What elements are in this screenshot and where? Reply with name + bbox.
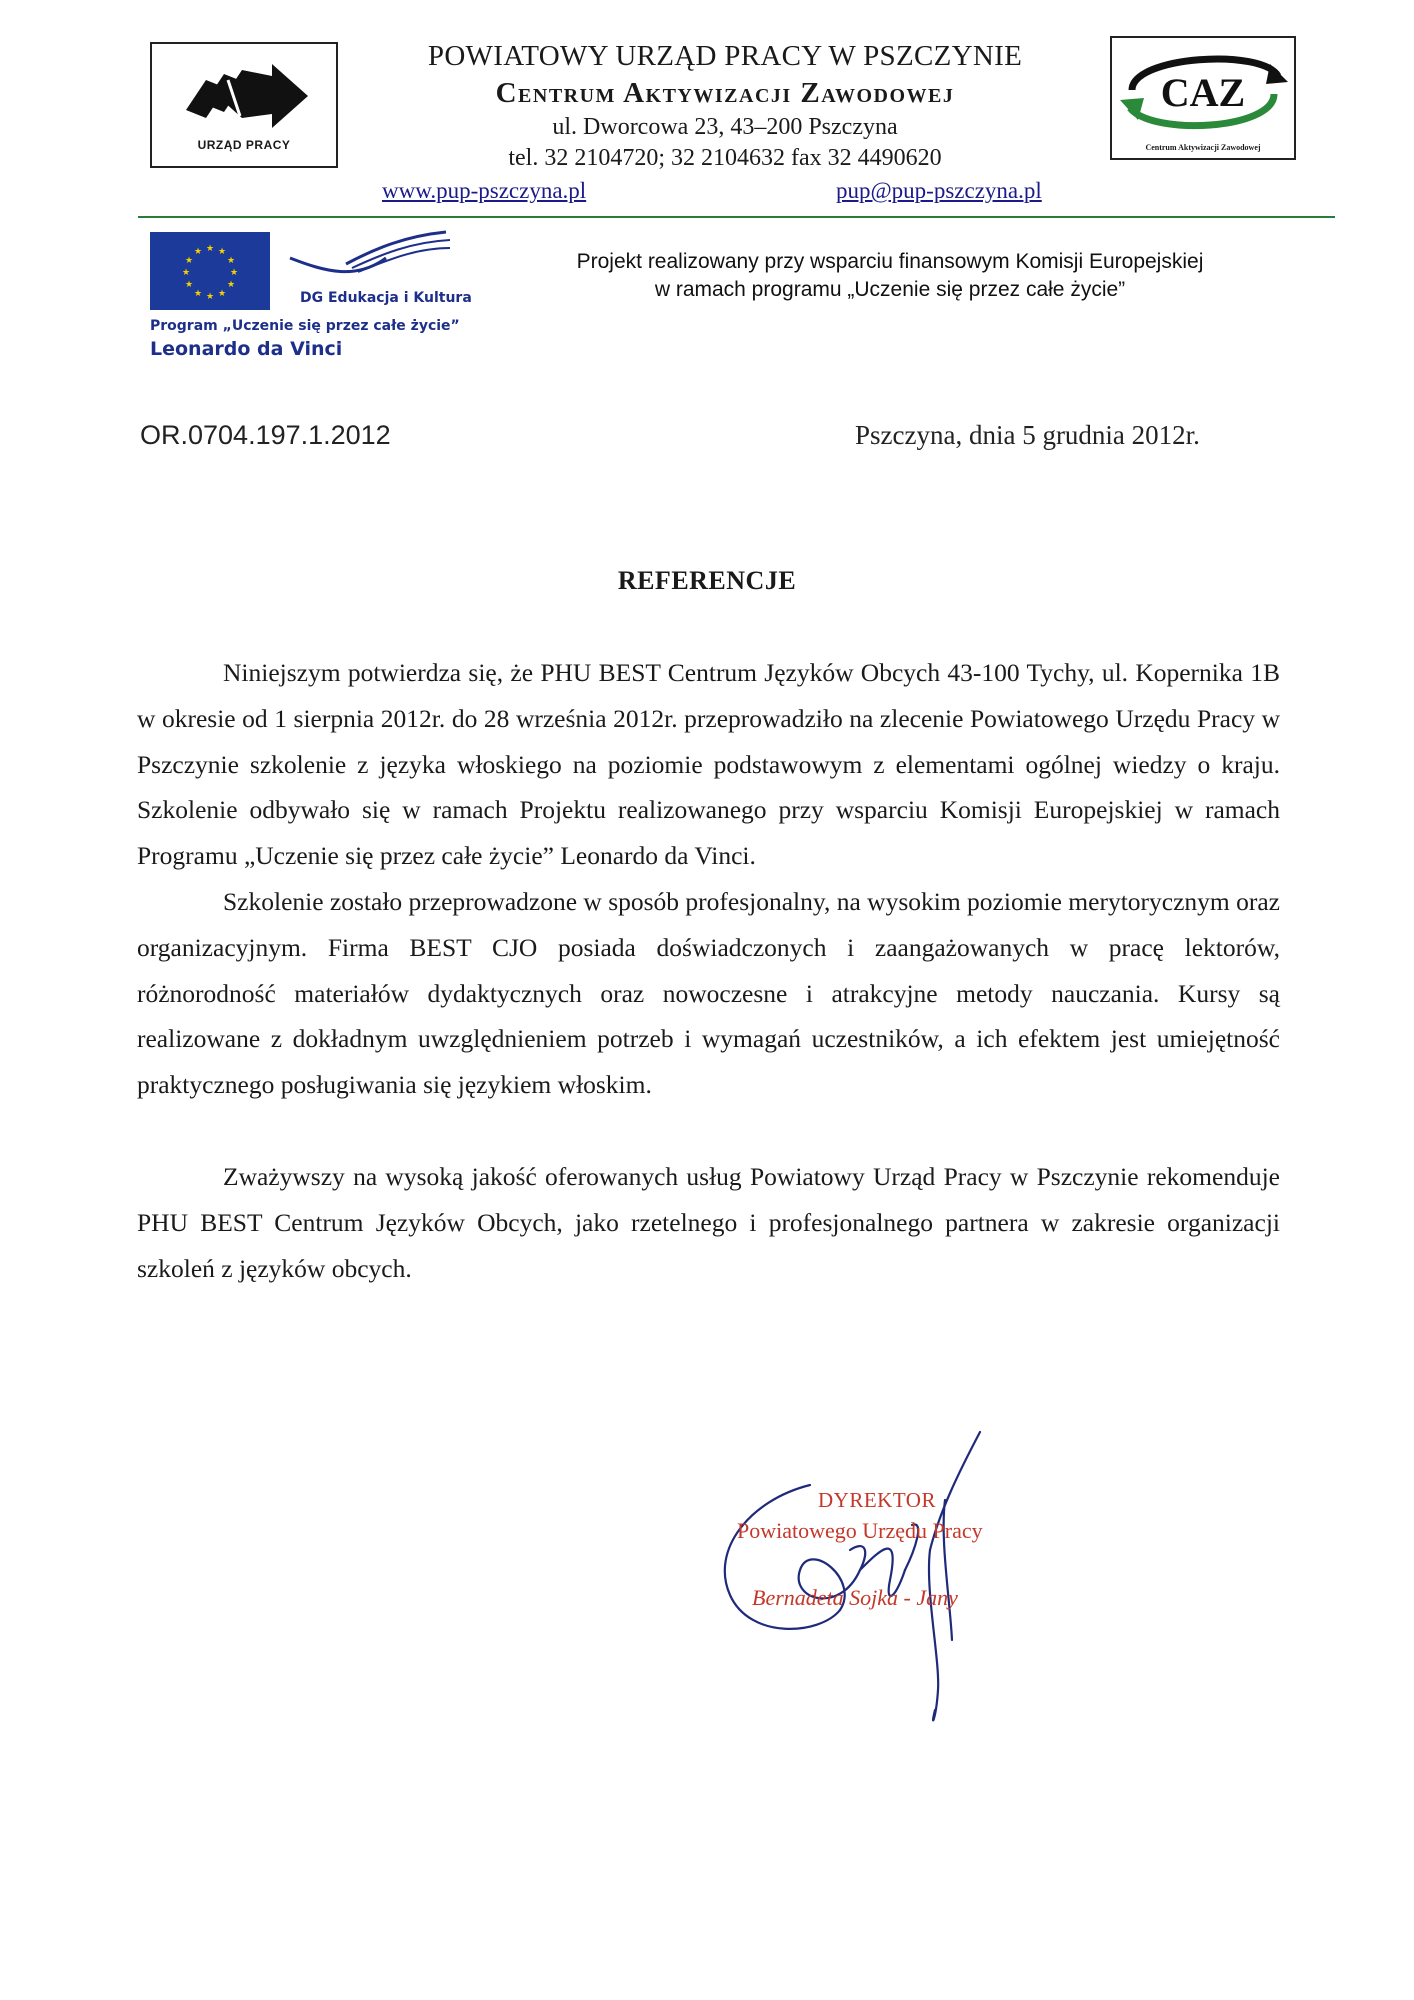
letter-body xyxy=(137,650,1280,1291)
svg-text:★: ★ xyxy=(217,247,227,257)
svg-text:★: ★ xyxy=(205,292,215,302)
paragraph-2: Szkolenie zostało przeprowadzone w sposób profesjonalny, na wysokim poziomie merytorycznym oraz organizacyjnym. Firma BEST CJO posiada doświadczonych i zaangażowanych w pracę lektorów, różnorodność materiałów dydaktycznych oraz nowoczesne i atrakcyjne metody nauczania. Kursy są realizowane z dokładnym uwzględnieniem potrzeb i wymagań uczestników, a ich efektem jest umiejętność praktycznego posługiwania się językiem włoskim. xyxy=(137,886,1281,1100)
svg-text:★: ★ xyxy=(184,256,194,266)
document-title: REFERENCJE xyxy=(617,566,797,595)
caz-arrows-icon xyxy=(1112,38,1294,142)
pup-logo xyxy=(150,42,338,168)
pup-arrow-icon xyxy=(176,60,316,140)
program-label: Program „Uczenie się przez całe życie” xyxy=(150,318,460,334)
eu-stars-icon xyxy=(150,232,270,310)
stamp-office: Powiatowego Urzędu Pracy xyxy=(737,1518,983,1543)
paragraph-1: Niniejszym potwierdza się, że PHU BEST Centrum Języków Obcych 43-100 Tychy, ul. Kopernika 1B w okresie od 1 sierpnia 2012r. do 28 września 2012r. przeprowadziło na zlecenie Powiatowego Urzędu Pracy w Pszczynie szkolenie z języka włoskiego na poziomie podstawowym z elementami ogólnej wiedzy o kraju. Szkolenie odbywało się w ramach Projektu realizowanego przy wsparciu Komisji Europejskiej w ramach Programu „Uczenie się przez całe życie” Leonardo da Vinci. xyxy=(137,658,1280,871)
svg-text:★: ★ xyxy=(217,289,227,299)
office-phones: tel. 32 2104720; 32 2104632 fax 32 4490620 xyxy=(508,145,942,171)
office-name: POWIATOWY URZĄD PRACY W PSZCZYNIE xyxy=(427,40,1023,72)
caz-logo-text: CAZ xyxy=(1160,70,1246,115)
project-line-1: Projekt realizowany przy wsparciu finansowym Komisji Europejskiej xyxy=(576,250,1204,273)
leonardo-swoosh-icon xyxy=(286,228,456,290)
project-line-2: w ramach programu „Uczenie się przez całe życie” xyxy=(654,278,1126,301)
header-rule xyxy=(138,216,1335,218)
pup-logo-text: URZĄD PRACY xyxy=(197,138,291,152)
office-address: ul. Dworcowa 23, 43–200 Pszczyna xyxy=(552,114,898,140)
stamp-name: Bernadeta Sojka - Jany xyxy=(752,1585,958,1610)
date-line: Pszczyna, dnia 5 grudnia 2012r. xyxy=(855,420,1200,450)
caz-logo xyxy=(1110,36,1296,160)
center-name: Centrum Aktywizacji Zawodowej xyxy=(495,77,955,109)
svg-text:★: ★ xyxy=(181,268,191,278)
website-link[interactable]: www.pup-pszczyna.pl xyxy=(382,178,587,203)
svg-text:★: ★ xyxy=(193,247,203,257)
svg-text:★: ★ xyxy=(226,256,236,266)
svg-text:★: ★ xyxy=(205,244,215,254)
reference-number: OR.0704.197.1.2012 xyxy=(140,420,391,450)
eu-flag xyxy=(150,232,270,310)
svg-text:★: ★ xyxy=(229,268,239,278)
dg-label: DG Edukacja i Kultura xyxy=(300,290,472,306)
letterhead xyxy=(380,38,1070,174)
svg-text:★: ★ xyxy=(184,280,194,290)
leonardo-label: Leonardo da Vinci xyxy=(150,338,343,360)
svg-text:★: ★ xyxy=(193,289,203,299)
project-note xyxy=(520,248,1260,304)
paragraph-3: Zważywszy na wysoką jakość oferowanych usług Powiatowy Urząd Pracy w Pszczynie rekomenduje PHU BEST Centrum Języków Obcych, jako rzetelnego i profesjonalnego partnera w zakresie organizacji szkoleń z języków obcych. xyxy=(137,1161,1280,1283)
caz-logo-subtitle: Centrum Aktywizacji Zawodowej xyxy=(1145,143,1261,152)
svg-text:★: ★ xyxy=(226,280,236,290)
stamp-title: DYREKTOR xyxy=(818,1488,936,1512)
email-link[interactable]: pup@pup-pszczyna.pl xyxy=(836,178,1042,203)
